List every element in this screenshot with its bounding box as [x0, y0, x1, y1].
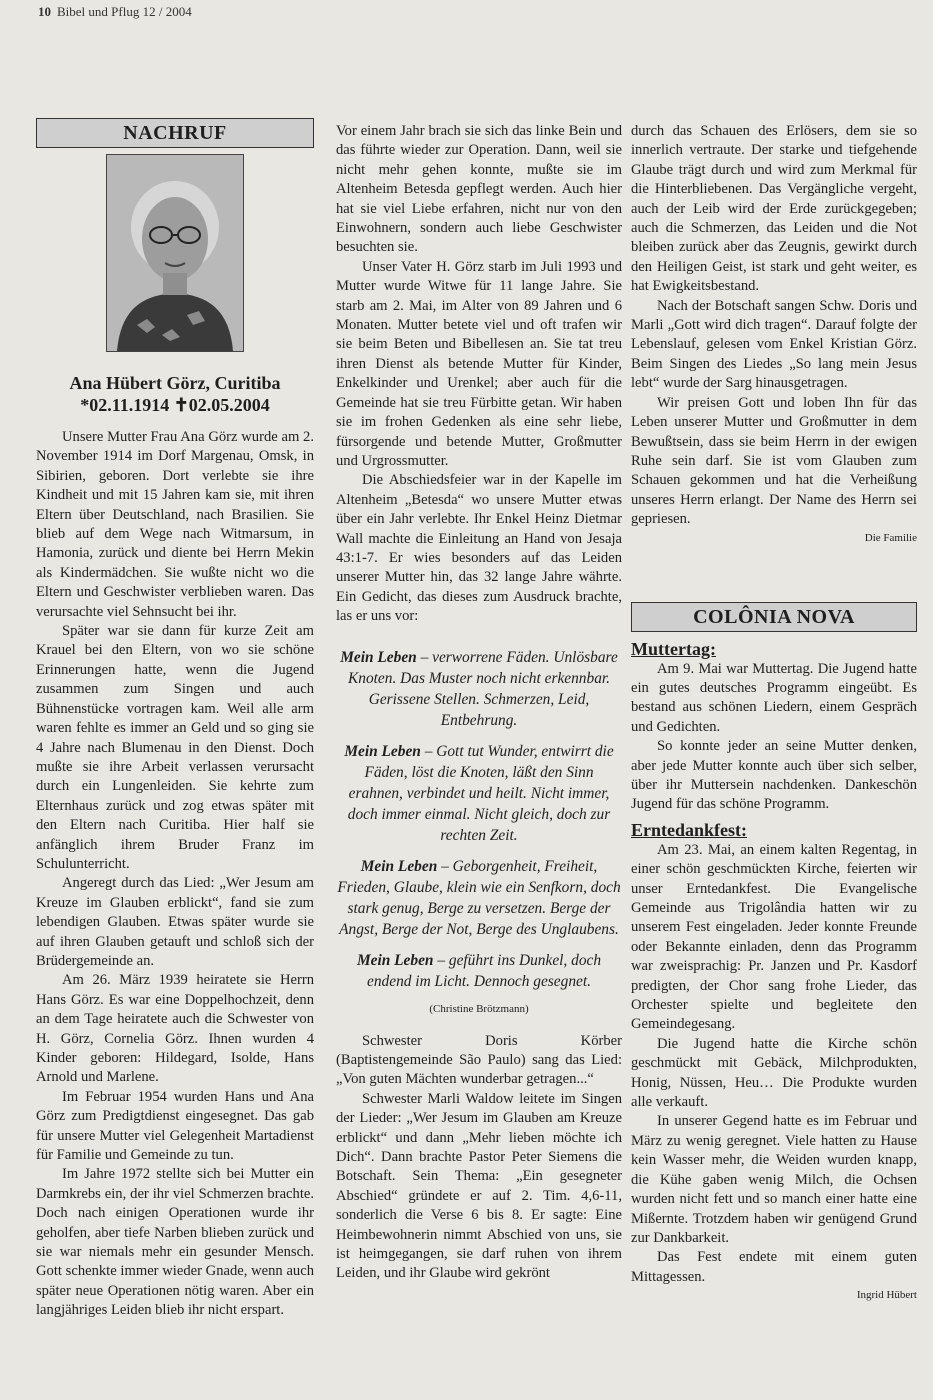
paragraph: Im Jahre 1972 stellte sich bei Mutter ein Darmkrebs ein, der ihr viel Schmerzen brachte. Doch nach einigen Operationen wurde ihr geholfen, aber tiefe Narben blieben zurück und sie war niemals mehr ein gesunder Mensch. Gott schenkte immer wieder Gnade, wenn auch später neue Operationen nötig waren. Aber ein langjähriges Leiden blieb ihr nicht erspart.	[36, 1166, 314, 1319]
poem-stanza	[336, 856, 622, 940]
poem-stanza	[336, 950, 622, 992]
column-3	[631, 122, 917, 1303]
paragraph: Im Februar 1954 wurden Hans und Ana Görz zum Predigtdienst eingesegnet. Das gab für unsere Mutter viel Gelegenheit Martadienst für Familie und Gemeinde zu tun.	[36, 1088, 314, 1164]
paragraph: Nach der Botschaft sangen Schw. Doris und Marli „Gott wird dich tragen“. Darauf folgte der Lebenslauf, gelesen vom Enkel Kristian Görz. Beim Singen des Liedes „So lang mein Jesus lebt“ wurde der Sarg hinausgetragen.	[631, 297, 917, 392]
paragraph: Am 26. März 1939 heiratete sie Herrn Hans Görz. Es war eine Doppelhochzeit, denn an dem Tage heiratete auch die Schwester von H. Görz, Cornelia Görz. Ihnen wurden 4 Kinder geboren: Hildegard, Isolde, Hans Arnold und Marlene.	[36, 972, 314, 1086]
nachruf-title: NACHRUF	[36, 118, 314, 148]
poem-lead: Mein Leben	[356, 951, 434, 969]
paragraph: Unser Vater H. Görz starb im Juli 1993 und Mutter wurde Witwe für 11 lange Jahre. Sie starb am 2. Mai, im Alter von 89 Jahren und 6 Monaten. Mutter betete viel und oft trafen wir sie beim Beten und Bibellesen an. Sie tat treu ihren Dienst als betende Mutter für Kinder, Enkelkinder und Urenkel; aber auch für die Gemeinde hat sie treu Fürbitte getan. Wir haben sie im frohen Gedenken als eine sehr liebe, fürsorgende und betende Mutter, Großmutter und Urgrossmutter.	[336, 258, 622, 469]
publication-name: Bibel und Pflug 12 / 2004	[57, 4, 192, 19]
name-line: Ana Hübert Görz, Curitiba	[69, 373, 281, 393]
paragraph: Die Abschiedsfeier war in der Kapelle im Altenheim „Betesda“ wo unsere Mutter etwas über ein Jahr verlebte. Ihr Enkel Heinz Dietmar Wall machte die Einleitung an Hand von Jesaja 43:1-7. Er wies besonders auf das Leiden unserer Mutter hin, das 32 lange Jahre währte. Ein Gedicht, das dieses zum Ausdruck brachte, las er uns vor:	[336, 472, 622, 625]
colonia-signature: Ingrid Hübert	[856, 1289, 917, 1302]
poem-stanza	[336, 741, 622, 846]
paragraph: Am 23. Mai, an einem kalten Regentag, in einer schön geschmückten Kirche, feierten wir unser Erntedankfest. Die Evangelische Gemeinde aus Trigolândia hatten wir zu unserem Fest eingeladen. Jeder konnte Freunde oder Bekannte einladen, denn das Programm war zweisprachig: Pr. Janzen und Pr. Kasdorf predigten, der Chor sang frohe Lieder, das Orchester spielte und begleitete den Gemeindegesang.	[631, 841, 917, 1033]
nachruf-signature: Die Familie	[864, 531, 917, 544]
paragraph: So konnte jeder an seine Mutter denken, aber jede Mutter konnte auch über sich selber, über ihr Muttersein nachdenken. Dankeschön Jugend für das schöne Programm.	[631, 738, 917, 813]
paragraph: Wir preisen Gott und loben Ihn für das Leben unserer Mutter und Großmutter in dem Bewußtsein, dass sie beim Herrn in der ewigen Ruhe sein darf. Sie ist vom Glauben zum Schauen gekommen und hat die Verheißung unseres Herrn erlangt. Der Name des Herrn sei gepriesen.	[631, 394, 917, 528]
portrait-photo	[106, 154, 244, 352]
paragraph: Vor einem Jahr brach sie sich das linke Bein und das führte wieder zur Operation. Dann, weil sie nicht mehr gehen konnte, mußte sie im Altenheim Betesda gepflegt werden. Auch hier hat sie viel Liebe erfahren, nicht nur von den Einwohnern, sondern auch liebe Geschwister besuchten sie.	[336, 123, 622, 256]
paragraph: Später war sie dann für kurze Zeit am Krauel bei den Eltern, von wo sie schöne Erinnerungen hatte, wenn die Jugend zusammen zum Singen und auch Bühnenstücke vortragen kam. Weil alle arm waren fehlte es immer an Geld und so ging sie 4 Jahre nach Blumenau in den Dienst. Doch mußte sie ihre Arbeit verlassen verursacht durch ein Lungenleiden. Sie kehrte zum Elternhaus zurück und zog etwas später mit den Eltern nach Curitiba. Hier half sie anfänglich ihrem Bruder Franz im Schulunterricht.	[36, 623, 314, 872]
erntedank-heading: Erntedankfest:	[631, 819, 747, 840]
spacer	[631, 546, 917, 602]
portrait-image	[107, 155, 243, 351]
poem-text: – verworrene Fäden. Unlösbare Knoten. Das Muster noch nicht erkennbar. Gerissene Stellen. Schmerzen, Leid, Entbehrung.	[347, 648, 618, 729]
paragraph: In unserer Gegend hatte es im Februar und März zu wenig geregnet. Viele hatten zu Hause kein Wasser mehr, die Weiden wurden knapp, die Kühe gaben wenig Milch, die Ochsen wurden nicht fett und so manch einer hatte eine Mißernte. Trotzdem haben wir genügend Grund zur Dankbarkeit.	[631, 1113, 917, 1246]
paragraph: durch das Schauen des Erlösers, dem sie so innerlich vertraute. Der starke und tiefgehende Glaube trägt durch und wird zum Merkmal für die Hinterbliebenen. Das Vergängliche vergeht, auch der Leib wird der Erde zurückgegeben; auch die Schmerzen, das Leiden und die Not bleiben zurück aber das Zeugnis, gewirkt durch den Heiligen Geist, ist stark und geht weiter, es hat Ewigkeitsbestand.	[631, 123, 917, 295]
paragraph: Angeregt durch das Lied: „Wer Jesum am Kreuze im Glauben erblickt“, fand sie zum lebendigen Glauben. Etwas später wurde sie auf ihren Glauben getauft und schloß sich der Brüdergemeinde an.	[36, 875, 314, 969]
muttertag-heading: Muttertag:	[631, 638, 716, 659]
poem-text: – geführt ins Dunkel, doch endend im Licht. Dennoch gesegnet.	[367, 951, 602, 990]
col1-text	[36, 428, 314, 1321]
poem	[336, 647, 622, 992]
colonia-title: COLÔNIA NOVA	[631, 602, 917, 632]
paragraph: Am 9. Mai war Muttertag. Die Jugend hatte ein gutes deutsches Programm eingeübt. Es bestand aus schönen Liedern, einem Gespräch und Gedichten.	[631, 660, 917, 735]
paragraph: Schwester Doris Körber (Baptistengemeinde São Paulo) sang das Lied: „Von guten Mächten wunderbar getragen...“	[336, 1032, 622, 1088]
poem-lead: Mein Leben	[340, 648, 417, 666]
poem-stanza	[336, 647, 622, 731]
poem-text: – Gott tut Wunder, entwirrt die Fäden, löst die Knoten, läßt den Sinn erahnen, verbindet und heilt. Nicht immer, doch immer einmal. Nicht gleich, doch zur rechten Zeit.	[347, 742, 614, 844]
paragraph: Unsere Mutter Frau Ana Görz wurde am 2. November 1914 im Dorf Margenau, Omsk, in Sibirien, geboren. Dort verlebte sie ihre Kindheit und mit 15 Jahren kam sie, mit ihren Eltern über Deutschland, nach Brasilien. Sie blieb auf dem Wege nach Witmarsum, in Hamonia, zurück und diente bei Herrn Mekin als Kindermädchen. Sie wußte nicht wo die Eltern und Geschwister verblieben waren. Das verursachte viel Sehnsucht bei ihr.	[36, 429, 314, 620]
column-1	[36, 118, 314, 1321]
page-header	[38, 4, 192, 20]
page-number: 10	[38, 4, 51, 19]
poem-credit: (Christine Brötzmann)	[429, 1002, 529, 1015]
paragraph: Schwester Marli Waldow leitete im Singen der Lieder: „Wer Jesum im Glauben am Kreuze erblickt“ und dann „Mehr lieben möchte ich Dich“. Dann brachte Pastor Peter Siemens die Botschaft. Sein Thema: „Ein gesegneter Abschied“ gründete er auf 2. Tim. 4,6-11, sonderlich die Verse 6 bis 8. Er sagte: Eine Heimbewohnerin nimmt Abschied von uns, sie ist heimgegangen, sie darf ruhen von ihrem Leiden, und ihr Glaube wird gekrönt	[336, 1090, 622, 1282]
poem-lead: Mein Leben	[344, 742, 421, 760]
column-2	[336, 122, 622, 1284]
deceased-name	[36, 372, 314, 416]
poem-lead: Mein Leben	[360, 857, 438, 875]
dates-line: *02.11.1914 ✝02.05.2004	[80, 395, 270, 415]
poem-text: – Geborgenheit, Freiheit, Frieden, Glaube, klein wie ein Senfkorn, doch stark genug, Berge zu versetzen. Berge der Angst, Berge der Not, Berge des Unglaubens.	[337, 857, 621, 938]
paragraph: Das Fest endete mit einem guten Mittagessen.	[631, 1249, 917, 1285]
paragraph: Die Jugend hatte die Kirche schön geschmückt mit Gebäck, Milchprodukten, Honig, Nüssen, Heu… Die Produkte wurden alle verkauft.	[631, 1035, 917, 1111]
